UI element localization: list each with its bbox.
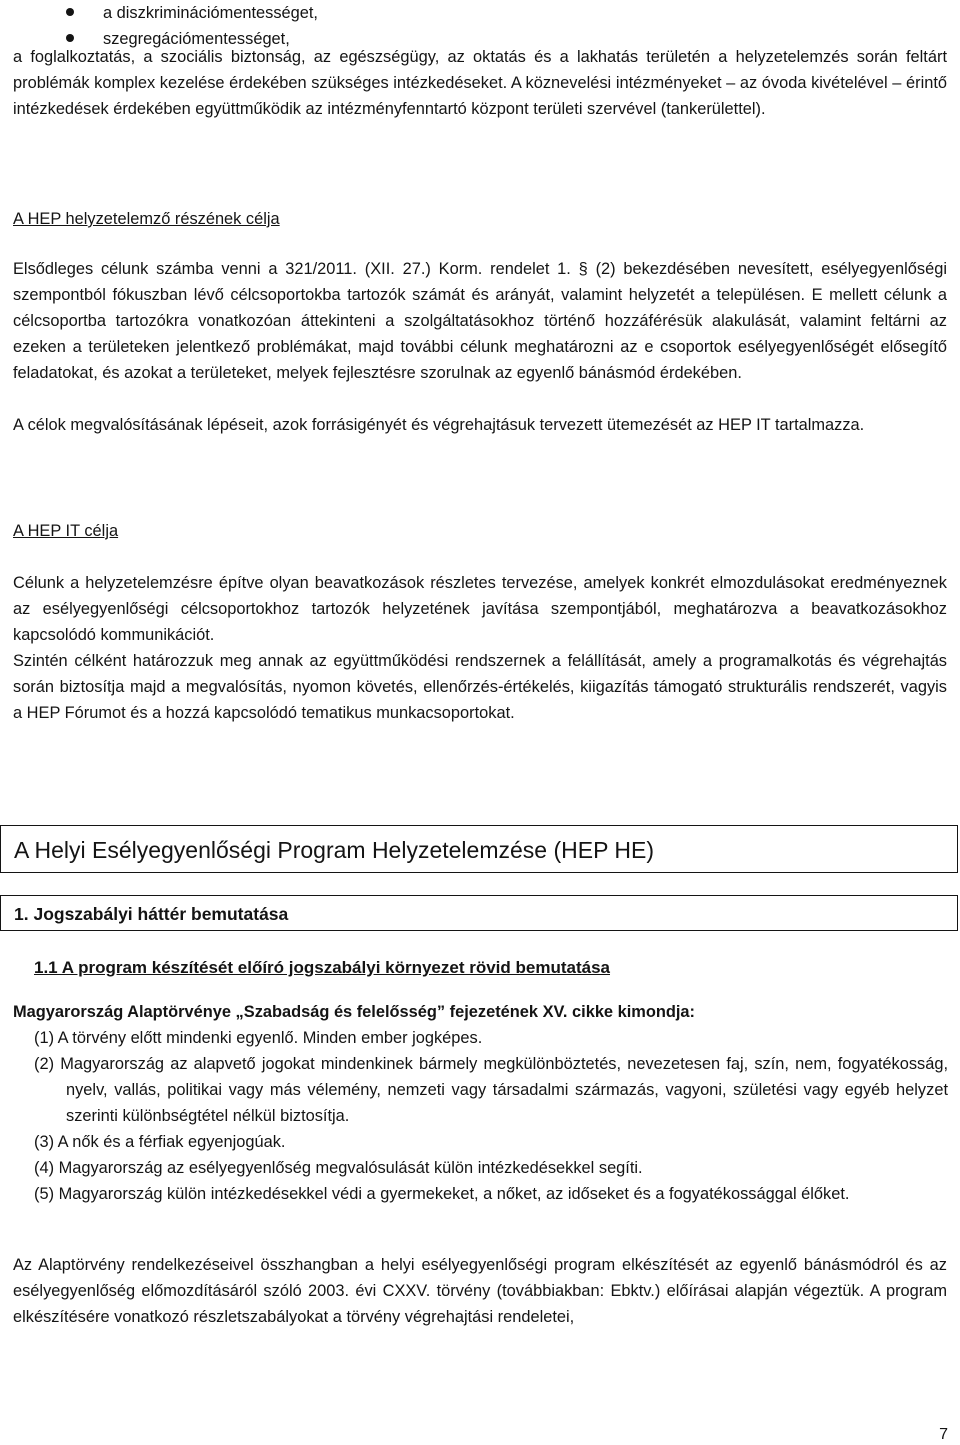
bullet-text: a diszkriminációmentességet,	[103, 4, 318, 22]
law-item: (3) A nők és a férfiak egyenjogúak.	[34, 1133, 286, 1151]
bullet-text: szegregációmentességet,	[103, 30, 290, 48]
chapter-title-box	[0, 895, 958, 931]
law-item: (5) Magyarország külön intézkedésekkel védi a gyermekeket, a nőket, az időseket és a fogyatékossággal élőket.	[34, 1185, 850, 1203]
bullet-item	[0, 0, 318, 26]
section-heading-hep-helyzetelemzo: A HEP helyzetelemző részének célja	[13, 210, 280, 228]
section1-paragraph-2: A célok megvalósításának lépéseit, azok forrásigényét és végrehajtásuk tervezett ütemezését az HEP IT tartalmazza.	[13, 416, 865, 434]
bullet-dot-icon	[66, 8, 74, 16]
law-item: (2) Magyarország az alapvető jogokat mindenkinek bármely megkülönböztetés, nevezetesen faj, szín, nem, fogyatékosság, nyelv, vallás, politikai vagy más vélemény, nemzeti vagy társadalmi származás, vagyoni, születési vagy egyéb helyzet szerinti különbségtétel nélkül biztosítja.	[34, 1055, 948, 1125]
law-heading: Magyarország Alaptörvénye „Szabadság és felelősség” fejezetének XV. cikke kimondja:	[13, 1003, 696, 1021]
subchapter-title: 1.1 A program készítését előíró jogszabályi környezet rövid bemutatása	[34, 958, 610, 977]
section2-paragraph-1: Célunk a helyzetelemzésre építve olyan beavatkozások részletes tervezése, amelyek konkrét elmozdulásokat eredményeznek az esélyegyenlőségi célcsoportokhoz tartozók helyzetének javítása szempontjából, meghatározva a beavatkozásokhoz kapcsolódó kommunikációt.	[13, 574, 947, 644]
chapter-title: 1. Jogszabályi háttér bemutatása	[14, 904, 289, 924]
page-number: 7	[939, 1426, 948, 1443]
section1-paragraph-1: Elsődleges célunk számba venni a 321/2011. (XII. 27.) Korm. rendelet 1. § (2) bekezdésében nevesített, esélyegyenlőségi szempontból fókuszban lévő célcsoportokba tartozók számát és arányát, valamint helyzetét a településen. E mellett célunk a célcsoportba tartozókra vonatkozóan áttekinteni a szolgáltatásokhoz történő hozzáférésük alakulását, valamint feltárni az ezeken a területeken jelentkező problémákat, majd további célunk meghatározni az e csoportok esélyegyenlőségét elősegítő feladatokat, és azokat a területeket, melyek fejlesztésre szorulnak az egyenlő bánásmód érdekében.	[13, 260, 947, 382]
law-list	[34, 1025, 948, 1207]
main-title: A Helyi Esélyegyenlőségi Program Helyzetelemzése (HEP HE)	[14, 837, 655, 863]
section-heading-hep-it: A HEP IT célja	[13, 522, 119, 540]
main-title-box	[0, 825, 958, 873]
law-item: (4) Magyarország az esélyegyenlőség megvalósulását külön intézkedésekkel segíti.	[34, 1159, 643, 1177]
closing-paragraph: Az Alaptörvény rendelkezéseivel összhangban a helyi esélyegyenlőségi program elkészítését az egyenlő bánásmódról és az esélyegyenlőség előmozdításáról szóló 2003. évi CXXV. törvény (továbbiakban: Ebktv.) előírásai alapján végeztük. A program elkészítésére vonatkozó részletszabályokat a törvény végrehajtási rendeletei,	[13, 1256, 947, 1326]
law-item: (1) A törvény előtt mindenki egyenlő. Minden ember jogképes.	[34, 1029, 483, 1047]
section2-paragraph-2: Szintén célként határozzuk meg annak az együttműködési rendszernek a felállítását, amely a programalkotás és végrehajtás során biztosítja majd a megvalósítás, nyomon követés, ellenőrzés-értékelés, kiigazítás támogató strukturális rendszerét, vagyis a HEP Fórumot és a hozzá kapcsolódó tematikus munkacsoportokat.	[13, 652, 947, 722]
intro-paragraph: a foglalkoztatás, a szociális biztonság, az egészségügy, az oktatás és a lakhatás területén a helyzetelemzés során feltárt problémák komplex kezelése érdekében szükséges intézkedéseket. A köznevelési intézményeket – az óvoda kivételével – érintő intézkedések érdekében együttműködik az intézményfenntartó központ területi szervével (tankerülettel).	[13, 48, 947, 118]
bullet-dot-icon	[66, 34, 74, 42]
